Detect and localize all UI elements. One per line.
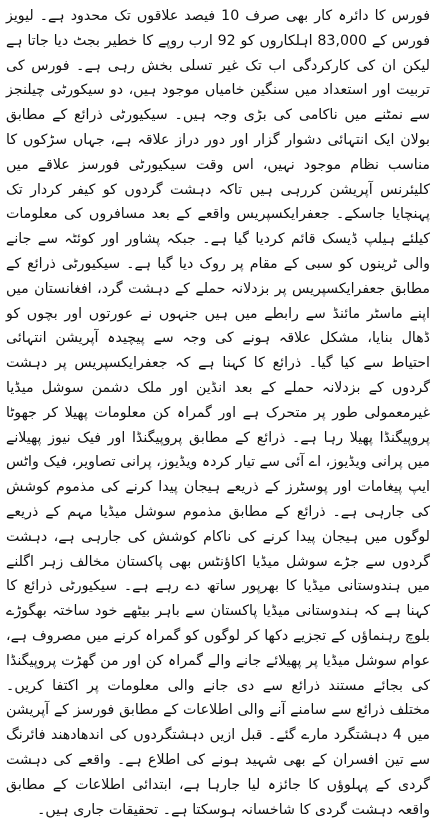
article-body-text: فورس کا دائرہ کار بھی صرف 10 فیصد علاقوں تک محدود ہے۔ لیویز فورس کے 83,000 اہلکاروں کو 92 ارب روپے کا خطیر بجٹ دیا جاتا ہے لیکن ان کی کارکردگی اب تک غیر تسلی بخش رہی ہے۔ فورس کی تربیت اور استعداد میں سنگین خامیاں موجود ہیں، دو سیکورٹی چیلنجز سے نمٹنے میں ناکامی کی بڑی وجہ ہیں۔ سیکیورٹی ذرائع کے مطابق بولان ایک انتہائی دشوار گزار اور دور دراز علاقہ ہے، جہاں سڑکوں کا مناسب نظام موجود نہیں، اس وقت سیکیورٹی فورسز علاقے میں کلیئرنس آپریشن کررہی ہیں تاکہ دہشت گردوں کو کیفر کردار تک پہنچایا جاسکے۔ جعفرایکسپریس واقعے کے بعد مسافروں کی معلومات کیلئے ہیلپ ڈیسک قائم کردیا گیا ہے۔ جبکہ پشاور اور کوئٹہ سے جانے والی ٹرینوں کو سبی کے مقام پر روک دیا گیا ہے۔ سیکیورٹی ذرائع کے مطابق جعفرایکسپریس پر بزدلانہ حملے کے دہشت گرد، افغانستان میں اپنے ماسٹر مائنڈ سے رابطے میں ہیں جنہوں نے عورتوں اور بچوں کو ڈھال بنایا، مشکل علاقہ ہونے کی وجہ سے پیچیدہ آپریشن انتہائی احتیاط سے کیا گیا۔ ذرائع کا کہنا ہے کہ جعفرایکسپریس پر دہشت گردوں کے بزدلانہ حملے کے بعد انڈین اور ملک دشمن سوشل میڈیا غیرمعمولی طور پر متحرک ہے اور گمراہ کن معلومات پھیلا کر جھوٹا پروپیگنڈا پھیلا رہا ہے۔ ذرائع کے مطابق پروپیگنڈا اور فیک نیوز پھیلانے میں پرانی ویڈیوز، اے آئی سے تیار کردہ ویڈیوز، پرانی تصاویر، فیک واٹس ایپ پیغامات اور پوسٹرز کے ذریعے ہیجان پیدا کرنے کی مذموم کوشش کی جارہی ہے۔ ذرائع کے مطابق مذموم سوشل میڈیا مہم کے ذریعے لوگوں میں ہیجان پیدا کرنے کی ناکام کوشش کی جارہی ہے، دہشت گردوں سے جڑے سوشل میڈیا اکاؤنٹس بھی پاکستان مخالف زہر اگلنے میں ہندوستانی میڈیا کا بھرپور ساتھ دے رہے ہے۔ سیکیورٹی ذرائع کا کہنا ہے کہ ہندوستانی میڈیا پاکستان سے باہر بیٹھے خود ساختہ بھگوڑے بلوچ رہنماؤں کے تجزیے دکھا کر لوگوں کو گمراہ کرنے میں مصروف ہے، عوام سوشل میڈیا پر پھیلائے جانے والے گمراہ کن اور من گھڑت پروپیگنڈا کی بجائے مستند ذرائع سے دی جانے والی معلومات پر اکتفا کریں۔ مختلف ذرائع سے سامنے آنے والی اطلاعات کے مطابق فورسز کے آپریشن میں 4 دہشتگرد مارے گئے۔ قبل ازیں دہشتگردوں کی اندھادھند فائرنگ سے تین افسران کے بھی شہید ہونے کی اطلاع ہے۔ واقعے کی دہشت گردی کے پہلوؤں کا جائزہ لیا جارہا ہے، ابتدائی اطلاعات کے مطابق واقعہ دہشت گردی کا شاخسانہ ہوسکتا ہے۔ تحقیقات جاری ہیں۔ — [6, 8, 430, 818]
news-article — [6, 4, 430, 818]
